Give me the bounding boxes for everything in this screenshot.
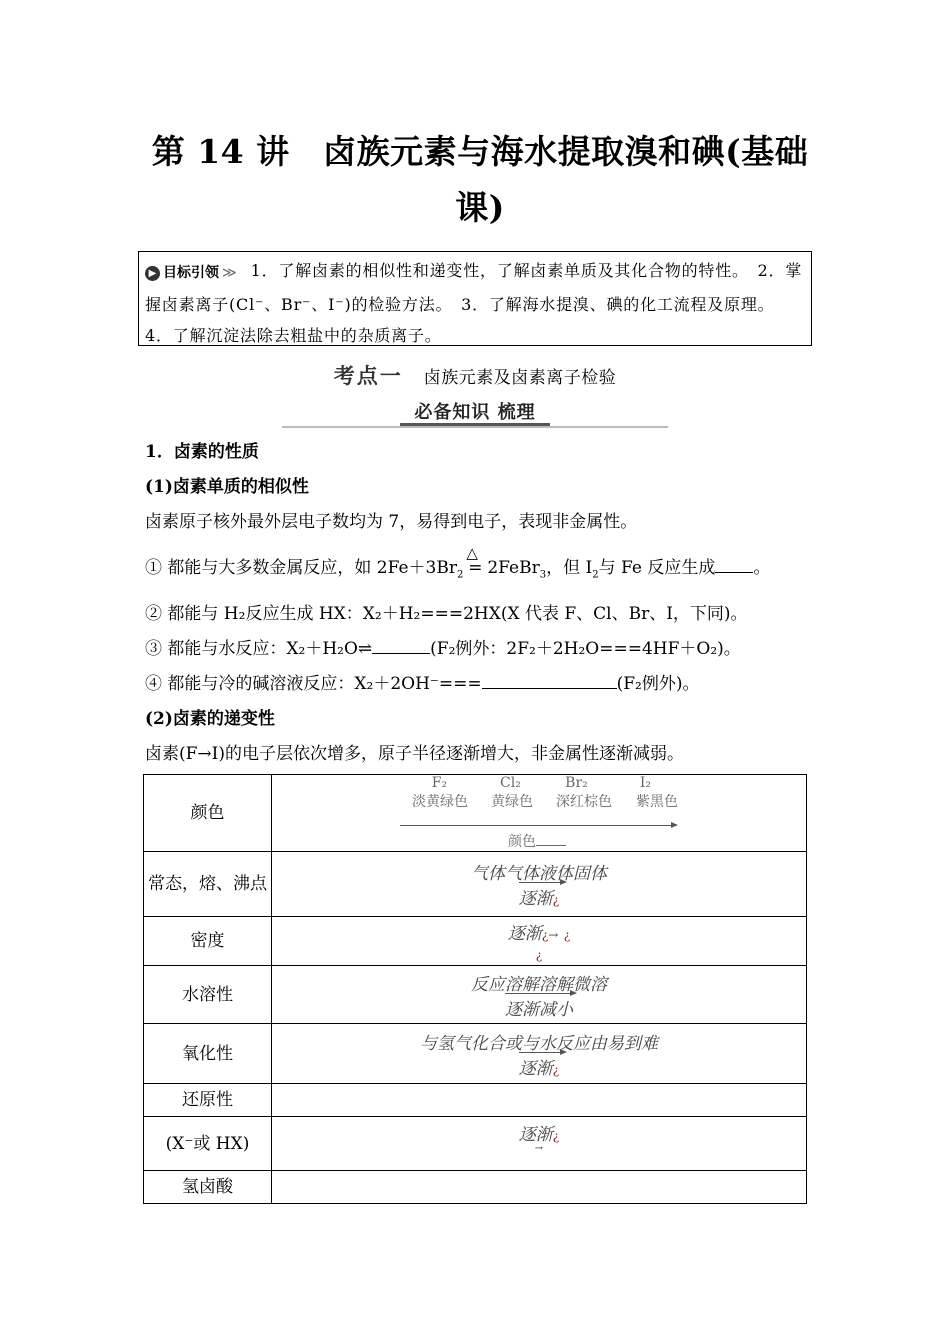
title-line-1: 第 14 讲 卤族元素与海水提取溴和碘(基础 [151, 132, 809, 171]
x-hx-trend: 逐渐¿ → [518, 1124, 560, 1154]
color-caption: 颜色 [508, 834, 536, 850]
answer-blank-color[interactable] [536, 833, 566, 846]
heat-symbol: △ [466, 544, 478, 562]
table-row-x-hx [144, 1117, 807, 1171]
state-trend-text: 逐渐 [518, 889, 553, 909]
unknown-glyph: ¿ [552, 1062, 560, 1077]
color-i2: 紫黑色 [636, 794, 678, 810]
answer-blank-1[interactable] [715, 556, 753, 573]
element-cl2: Cl₂ [500, 775, 521, 791]
answer-blank-2[interactable] [372, 637, 430, 654]
color-cell [272, 775, 807, 852]
item1-part-c: ，但 I [546, 558, 593, 578]
title-line-2: 课) [455, 188, 505, 227]
double-chevron-icon: ≫ [222, 265, 237, 281]
paragraph-outer-electrons: 卤素原子核外最外层电子数均为 7，易得到电子，表现非金属性。 [145, 512, 638, 532]
row-label: 还原性 [144, 1084, 272, 1117]
right-arrow-icon [519, 1052, 565, 1053]
heading-properties: 1．卤素的性质 [145, 442, 259, 462]
row-label: 水溶性 [144, 966, 272, 1024]
row-label: (X⁻或 HX) [144, 1117, 272, 1171]
banner-bar [400, 423, 550, 426]
banner-line [282, 426, 668, 428]
page-title [140, 124, 820, 236]
color-f2: 淡黄绿色 [412, 794, 468, 810]
color-br2: 深红棕色 [556, 794, 612, 810]
learning-goals-box [138, 251, 812, 346]
row-label: 颜色 [144, 775, 272, 852]
reducing-cell [272, 1084, 807, 1117]
item1-part-a: ① 都能与大多数金属反应，如 2Fe＋3Br [145, 558, 457, 578]
element-f2: F₂ [431, 775, 448, 791]
state-trend [519, 884, 559, 909]
item1-part-b: 2FeBr [487, 558, 540, 578]
item3-part-a: ③ 都能与水反应：X₂＋H₂O⇌ [145, 639, 373, 659]
solubility-values: 反应溶解溶解微溶 [471, 974, 607, 995]
goal-tag-label: 目标引领 [163, 265, 219, 281]
unknown-glyph: ¿ [552, 893, 560, 907]
solubility-cell [272, 966, 807, 1024]
element-row [400, 775, 680, 791]
solubility-trend [505, 995, 573, 1020]
item-alkali-reaction [145, 672, 699, 696]
right-arrow-icon [519, 882, 565, 883]
section-label: 考点一 [333, 364, 403, 388]
unknown-glyph: ¿ [541, 927, 549, 942]
state-cell [272, 852, 807, 917]
row-label: 氧化性 [144, 1024, 272, 1084]
unknown-glyph: ¿ [535, 947, 543, 962]
banner-text: 必备知识 梳理 [414, 402, 536, 423]
table-row-reducing [144, 1084, 807, 1117]
table-row-oxidizing [144, 1024, 807, 1084]
unknown-glyph: ¿ [552, 1128, 560, 1143]
oxidizing-cell [272, 1024, 807, 1084]
item-hydrogen-reaction: ② 都能与 H₂反应生成 HX：X₂＋H₂===2HX(X 代表 F、Cl、Br、I，下同)。 [145, 604, 748, 624]
solubility-trend-text: 逐渐减小 [505, 999, 573, 1020]
right-arrow-icon [505, 993, 575, 994]
x-hx-cell [272, 1117, 807, 1171]
item1-end: 。 [753, 558, 771, 578]
x-hx-trend-text: 逐渐 [518, 1124, 553, 1145]
color-arrow [400, 811, 676, 831]
goal-tag [145, 258, 237, 289]
oxidizing-trend [519, 1054, 559, 1079]
section-heading [140, 360, 810, 390]
goal-text: 1．了解卤素的相似性和递变性，了解卤素单质及其化合物的特性。 2．掌握卤素离子(Cl⁻、Br⁻、I⁻)的检验方法。 3．了解海水提溴、碘的化工流程及原理。 4．了解沉淀法除去粗盐中的杂质离子。 [145, 261, 803, 345]
density-trend-text: 逐渐 [507, 923, 542, 944]
row-label: 常态，熔、沸点 [144, 852, 272, 917]
paragraph-trend: 卤素(F→I)的电子层依次增多，原子半径逐渐增大，非金属性逐渐减弱。 [145, 744, 685, 764]
table-row-hydrohalic-acid [144, 1171, 807, 1204]
table-row-density [144, 917, 807, 966]
table-row-color [144, 775, 807, 852]
heat-condition: △ = [463, 556, 487, 580]
item4-part-a: ④ 都能与冷的碱溶液反应：X₂＋2OH⁻=== [145, 674, 482, 694]
row-label: 氢卤酸 [144, 1171, 272, 1204]
answer-blank-3[interactable] [482, 672, 617, 689]
row-label: 密度 [144, 917, 272, 966]
play-icon: ▶ [145, 266, 160, 281]
color-name-row [400, 791, 690, 811]
table-row-solubility [144, 966, 807, 1024]
item4-part-b: (F₂例外)。 [616, 674, 700, 694]
heading-similarity: (1)卤素单质的相似性 [145, 477, 309, 497]
element-br2: Br₂ [565, 775, 588, 791]
color-cl2: 黄绿色 [491, 794, 533, 810]
density-cell [272, 917, 807, 966]
oxidizing-trend-text: 逐渐 [518, 1058, 553, 1079]
state-values: 气体气体液体固体 [471, 864, 607, 884]
item-water-reaction [145, 637, 741, 661]
element-i2: I₂ [639, 775, 652, 791]
right-arrow-icon [400, 825, 676, 826]
color-caption-row [268, 831, 806, 851]
density-trend: 逐渐¿→ ¿ [507, 923, 571, 944]
table-row-state [144, 852, 807, 917]
item1-part-d: 与 Fe 反应生成 [598, 558, 716, 578]
item3-part-b: (F₂例外：2F₂＋2H₂O===4HF＋O₂)。 [430, 639, 741, 659]
hydrohalic-acid-cell [272, 1171, 807, 1204]
knowledge-banner [282, 396, 668, 434]
unknown-glyph: ¿ [563, 927, 571, 942]
item-metal-reaction: ① 都能与大多数金属反应，如 $2Fe+3Br_2$ △ = 2FeBr$_3$，但 $I_2$与 Fe 反应生成 。 [145, 556, 770, 587]
heading-gradation: (2)卤素的递变性 [145, 709, 275, 729]
halogen-properties-table [143, 774, 807, 1204]
oxidizing-values: 与氢气化合或与水反应由易到难 [420, 1033, 658, 1054]
section-title: 卤族元素及卤素离子检验 [423, 368, 617, 388]
